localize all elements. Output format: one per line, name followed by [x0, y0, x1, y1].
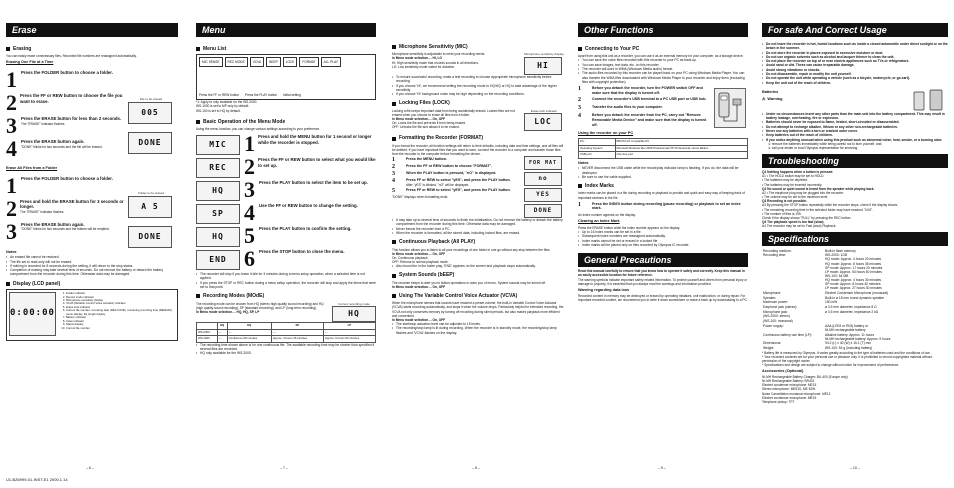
table-row: Operating System: Microsoft Windows Me/ 2000 Professional/ XP Professional, Home Edition	[579, 145, 748, 151]
lcd-format: DONE	[524, 204, 562, 218]
erase-all-step-2: 2 Press and hold the ERASE button for 3 seconds or longer. The "ERASE" indicator flashes.	[6, 195, 124, 221]
spec-label: Weight:	[763, 346, 775, 351]
erase-all-step-3: 3 Press the ERASE button again. "DONE" blinks for two seconds and the folders will be emptied.	[6, 218, 110, 244]
warning-step: ① remove the batteries immediately while being careful not to burn yourself, and;	[768, 141, 883, 146]
mic-path: In Menu mode selection.... HI, LO	[392, 56, 442, 61]
display-legend-item: 6. Current file number, recording date (REC DATE), remaining recording time (REMAIN), menu display, file length display	[66, 309, 175, 316]
spec-label: (WS-100: monaural)	[763, 319, 793, 324]
format-note: • Never format the recorder from a PC.	[392, 227, 564, 231]
pc-step-1: 1 Before you detach the recorder, turn the POWER switch OFF and make sure that the display is turned off.	[578, 86, 703, 95]
pc-step-3: 3 Transfer the audio files to your computer.	[578, 105, 663, 112]
rec-mode-note: • The recording time shown above is for one continuous file. The available recording time may be shorter than specified if several files are recorded.	[196, 343, 376, 352]
spec-label: Continuous battery use time (LP):	[763, 332, 813, 337]
section-basic-operation: Basic Operation of the Menu Mode	[196, 119, 376, 125]
spec-label: Dimensions:	[763, 341, 782, 346]
safety-bullet: • Avoid sand or dirt. These can cause irreparable damage.	[762, 63, 948, 67]
pc-env-table	[578, 138, 748, 158]
pc-bullet: • You can save the voice files recorded with this recorder to your PC as back-up.	[578, 58, 748, 62]
vcva-path: In Menu mode selection.... On, OFF	[392, 317, 446, 322]
beep-intro: The recorder beeps to alert you to button operations or warn you of errors. System sounds may be turned off.	[392, 280, 546, 285]
page-other-functions	[578, 14, 748, 474]
banner-specifications: Specifications	[762, 232, 948, 246]
section-index: Index Marks	[578, 183, 748, 189]
spec-label: Power supply:	[763, 323, 784, 328]
battery-illustration	[908, 88, 948, 112]
accessory-item: Electret condenser microphone: ME15	[762, 383, 817, 388]
spec-footnote: * Battery life is measured by Olympus. It varies greatly according to the type of batteries used and the conditions of use.	[762, 350, 931, 355]
erase-step-1: 1 Press the FOLDER button to choose a folder.	[6, 67, 113, 93]
format-note: • It may take up to several tens of seconds to finish the initialization. Do not remove the battery or detach the battery compartment from the recorder during this time. Otherwise data may be damaged.	[392, 218, 564, 227]
accessory-item: Noise Cancellation monaural microphone: ME12	[762, 391, 831, 396]
format-intro: If you format the recorder, all function settings will return to their defaults, including date and time settings, and all files will be deleted. If you have important files that you want to save, connect the recorder to a computer and transfer those files from the recorder to the computer before formatting the device.	[392, 143, 564, 156]
erase-note: • The file set to read-only will not be erased.	[6, 260, 178, 264]
menu-note: *1: Apply to only available for the WS-2000.	[196, 100, 258, 105]
usb-connection-illustration	[714, 88, 746, 128]
vcva-note: • The recording/stop lamp is lit during recording. When the recorder is in standby mode, the recording/stop lamp flashes and 'VCVA' flashes on the display.	[392, 326, 564, 335]
page-number: – 7 –	[280, 465, 288, 470]
table-row: WS-1000 — Continuous 68 minutes Approx. 4 hours 25 minutes Approx. 6 hours 50 minutes	[197, 336, 376, 342]
display-legend-item: 4. VCVA (Variable Control Voice Actuator) indicator	[66, 302, 175, 305]
battery-warning: • Never use any batteries with a torn or cracked outer cover.	[762, 129, 948, 133]
allplay-line: OFF: Returns to normal playback mode.	[392, 259, 449, 264]
footer-code: U1-BZ6999-01-INST-E1 2000.1.14	[6, 477, 68, 482]
rec-mode-path: In Menu mode selection.... HQ, HQ, SP, LP	[196, 309, 260, 314]
lcd-step: MIC	[196, 135, 240, 155]
accessory-item: Ni-MH Rechargeable Battery: BR401	[762, 379, 815, 384]
menu-step-1: 1 Press and hold the MENU button for 1 second or longer while the recorder is stopped.	[244, 131, 372, 157]
spec-label: Recording medium:	[763, 248, 792, 253]
pc-step-2: 2 Connect the recorder's USB terminal to a PC USB port or USB hub.	[578, 97, 707, 104]
erase-one-title: Erasing One File at a Time	[6, 60, 54, 65]
warning-icon: ⚠	[762, 96, 766, 101]
format-note: • When the recorder is formatted, all the stored data, including locked files, are erased.	[392, 231, 564, 235]
page-number: – 10 –	[850, 465, 860, 470]
legend-ff-rew: Press the FF or REW button	[199, 93, 240, 98]
lock-lcd-label: Erase lock indicator	[530, 108, 558, 113]
erase-note: • If nothing is recorded for 8 seconds during the setting, it will return to the stop status.	[6, 264, 178, 268]
pc-step-4: 4 Before you detach the recorder from the PC, carry out "Remove Removable Media Device" and make sure that the display is turned off.	[578, 113, 707, 127]
specs-table	[762, 248, 948, 350]
menu-item: LOCK	[283, 57, 298, 67]
pc-intro: Apart from using this unit as a recorder, you can use it as an external memory for your computer, as a storage device.	[578, 54, 744, 59]
vcva-note: • The start/stop actuation level can be adjusted to 15 levels.	[392, 322, 564, 326]
lcd-mic: HI	[524, 57, 562, 75]
spec-value: WS-2000: 1GB HQ mode: Approx. 4 hours 20 minutes HQ mode: Approx. 8 hours 35 minutes SP mode: Approx. 17 hours 20 minutes LP mode: Approx. 54 hours 60 minutes WS-100: 64 MB HQ mode: Approx. 4 hours 30 minutes SP mode: Approx. 8 hours 40 minutes LP mode: Approx. 27 hours 30 minutes	[825, 253, 883, 291]
basic-note: • The recorder will stop if you leave it idle for 3 minutes during a menu setup operation, when a selected item is not applied.	[196, 272, 376, 281]
section-lock: Locking Files (LOCK)	[392, 100, 564, 106]
battery-warning: • Do not attempt to recharge alkaline, lithium or any other non-rechargeable batteries.	[762, 125, 948, 129]
battery-warning: • Batteries should never be exposed to flame, heated, short-circuited or disassembled.	[762, 120, 948, 124]
spec-label: Microphone:	[763, 290, 782, 295]
allplay-line: On: Continuous playback.	[392, 255, 429, 260]
lcd-step: SP	[196, 204, 240, 224]
pc-notes-title: Notes	[578, 160, 589, 165]
accessory-item: Stereo microphone: ME51S, ME 52W	[762, 387, 816, 392]
section-marker	[6, 47, 10, 51]
legend-play: Press the PLAY button	[245, 93, 278, 98]
menu-item: ALL PLAY	[321, 57, 341, 67]
vcva-intro: When the microphone senses that sounds have reached a preset volume, the built-in Variable Control Voice Actuator (VCVA) starts recording automatically, and stops it when the volume drops. Particularly helpful for extended recording, the VCVA not only conserves memory by turning off recording during silent periods, but also makes playback more efficient and convenient.	[392, 301, 564, 318]
allplay-path: In Menu mode selection.... On, OFF	[392, 251, 446, 256]
section-rec-mode: Recording Modes (MOdE)	[196, 293, 376, 299]
rec-mode-intro: The recording mode can be chosen from HQ (stereo high quality sound recording) and HQ (high quality sound recording), SP (standard recording), and LP (long-term recording).	[196, 301, 324, 310]
spec-value: 150 mW	[825, 300, 838, 305]
spec-value: Built-in flash memory	[825, 248, 856, 253]
warning-step: ② call your dealer or local Olympus representative for servicing.	[768, 145, 859, 150]
lcd-c-label: Folder to be erased	[137, 190, 164, 195]
banner-general-precautions: General Precautions	[578, 253, 748, 267]
banner-other-functions: Other Functions	[578, 23, 748, 37]
banner-menu: Menu	[196, 23, 376, 37]
safety-bullet: • Do not leave the recorder in hot, humid locations such as inside a closed automobile under direct sunlight or on the beach in the summer.	[762, 42, 948, 51]
rec-mode-note: • HQ only available for the WS-2000.	[196, 351, 376, 355]
lcd-done: DONE	[128, 132, 172, 154]
lcd-folder-erase: A 5	[128, 196, 172, 218]
safety-bullet: • Do not disassemble, repair or modify the unit yourself.	[762, 72, 948, 76]
spec-value: ø 3.5 mm diameter, impedance 2 kΩ	[825, 309, 879, 314]
spec-value: AAA (LR03 or R03) battery or Ni-MH rechargeable battery	[825, 323, 869, 332]
index-note: • Subsequent index numbers are reassigned automatically.	[578, 234, 748, 238]
mic-note: • If you choose 'HI', we recommend setting the recording mode to HQ/HQ or HQ to take advantage of the higher sensitivity.	[392, 84, 564, 93]
safety-bullet: • Do not place the recorder on top of or near electric appliances such as TVs or refrigerators.	[762, 59, 948, 63]
lcd-rec-mode: HQ	[332, 306, 376, 322]
spec-label: Maximum power:	[763, 300, 789, 305]
lcd-a-label: File to be erased	[139, 97, 163, 102]
index-note: • Index marks cannot be set or erased in a locked file.	[578, 239, 748, 243]
page-number: – 6 –	[86, 465, 94, 470]
table-header: LP	[323, 323, 375, 329]
data-loss-title: Warning regarding data loss	[578, 287, 630, 292]
page-number: – 8 –	[472, 465, 480, 470]
qa-item: Q3 Recording is not possible. A3 By pressing the STOP button repeatedly while the recorder stops, check if the display shows: • The remaining recording time in the selected folder may have reached "0:00". • The number of files is 199. Check if the display shows "FULL" by pressing the REC button.	[762, 199, 898, 220]
rec-mode-table	[196, 322, 376, 342]
table-header: SP	[271, 323, 323, 329]
menu-step-2: 2 Press the FF or REW button to select what you would like to set up.	[244, 154, 376, 180]
accessories-title: Accessories (Optional)	[762, 369, 804, 374]
display-legend-item: 8. Index indicator	[66, 320, 175, 323]
table-row: PC: IBM PC/AT compatible PC	[579, 139, 748, 145]
spec-footnote: * Your recorded contents are for your personal use or pleasure only. It is prohibited to record copyrighted material without permission of the copyright owner.	[762, 354, 933, 363]
spec-value: WS-100: 54 g (including battery)	[825, 346, 873, 351]
table-header: HQ	[227, 323, 271, 329]
lcd-file-erase: 005	[128, 102, 172, 124]
menu-step-3: 3 Press the PLAY button to select the item to be set up.	[244, 177, 368, 203]
using-pc-title: Using the recorder on your PC	[578, 131, 634, 136]
general-lead: Read this manual carefully to ensure that you know how to operate it safely and correctly. Keep this manual in an easily accessible location for future reference.	[578, 269, 745, 278]
section-mic: Microphone Sensitivity (MIC)	[392, 44, 564, 50]
format-step-1: 1 Press the MENU button.	[392, 157, 447, 164]
safety-bullet: • Do not use organic solvents such as alcohol and lacquer thinner to clean the unit.	[762, 55, 948, 59]
pc-bullet: • The audio files recorded by this recorder can be played back on your PC using Windows Media Player. You can also transfer the WMA files downloaded with Windows Media Player to your recorder and enjoy them (excluding files with copyright protection).	[578, 71, 748, 84]
banner-safe-usage: For safe And Correct Usage	[762, 23, 948, 37]
data-loss-text: Recorded content in memory may be destroyed or erased by operating mistakes, unit malfunction, or during repair. For important recorded content, we recommend you to write it down somewhere or make a back up by downloading to a PC.	[578, 293, 748, 302]
menu-note: WS-100 is set to HQ by default.	[196, 108, 241, 113]
format-step-5: 5 Press FF or REW to select "yES", and press the PLAY button.	[392, 187, 511, 194]
lcd-done-2: DONE	[128, 226, 172, 248]
clear-index-text: Press the ERASE button while the index number appears on the display.	[578, 226, 681, 231]
spec-value: Electret Condenser Microphone (monaural)	[825, 290, 889, 295]
section-pc: Connecting to Your PC	[578, 46, 748, 52]
mic-line: LO: Low sensitivity mode suited for dictation.	[392, 64, 456, 69]
basic-intro: Using the menu function, you can change various settings according to your preference.	[196, 126, 321, 131]
display-legend-item: 2. Record mode indicator	[66, 296, 175, 299]
erase-step-3: 3 Press the ERASE button for less than 2 seconds. The "ERASE" indicator flashes.	[6, 113, 122, 139]
qa-item: Q2 No sound or quiet sound is heard from the speaker while playing back. A2 • The earphone plug may be plugged into the recorder. • The volume may be set to the minimum level.	[762, 186, 875, 200]
allplay-intro: This function allows you to listen to all your recordings of one folder in one go without any stop between the files.	[392, 247, 551, 252]
table-header: HQ	[217, 323, 227, 329]
section-erasing: Erasing	[6, 46, 178, 52]
pc-bullet: • The recorder will work in WMA (Windows Media audio) format.	[578, 67, 748, 71]
spec-label: (WS-2000: stereo)	[763, 314, 790, 319]
spec-row	[762, 253, 948, 291]
clear-index-title: Clearing an Index Mark	[578, 219, 620, 224]
section-vcva: Using The Variable Control Voice Actuator (VCVA)	[392, 293, 564, 299]
menu-note: WS-1000 is set to MP only by default.	[196, 104, 250, 109]
section-menu-list: Menu List	[196, 46, 376, 52]
erase-all-step-1: 1 Press the FOLDER button to choose a folder.	[6, 172, 113, 198]
erase-note: • Completion of erasing may take several tens of seconds. Do not remove the battery or detach the battery compartment from the recorder during this time. Otherwise data may be damaged.	[6, 268, 178, 277]
lcd-lock: LOC	[524, 113, 562, 131]
page-number: – 9 –	[658, 465, 666, 470]
index-intro: Index marks can be placed in a file during recording or playback to provide and quick and easy way of keeping track of important sections in the file.	[578, 191, 745, 200]
mic-note: • If you choose 'HI' background noise may be high depending on the recording conditions.	[392, 92, 564, 96]
menu-item: REC MODE	[225, 57, 248, 67]
page-menu	[196, 14, 376, 474]
lcd-format: FOR MAT	[524, 156, 562, 170]
menu-item: MIC SENSE	[199, 57, 223, 67]
spec-value: 94.2 (L) x 40 (W) x 15.1 (T) mm	[825, 341, 872, 346]
spec-label: Speaker:	[763, 295, 777, 300]
mic-lcd-label: Microphone sensitivity display	[524, 52, 564, 57]
menu-step-5: 5 Press the PLAY button to confirm the setting.	[244, 223, 352, 249]
safety-bullet: • Keep the unit out of the reach of children.	[762, 81, 948, 85]
general-line: The warning symbols indicate important safety related information. To protect yourself and others from personal injury or damage to property, it is essential that you always read the warnings and information provided.	[578, 277, 748, 286]
lcd-format: YES	[524, 188, 562, 202]
table-row: WS-2000 — — — —	[197, 329, 376, 335]
table-row: USB port: One free port	[579, 152, 748, 158]
lcd-step: HQ	[196, 227, 240, 247]
battery-warning: • If you notice anything unusual when using this product such as abnormal noise, heat, smoke, or a burning odor:	[762, 138, 948, 142]
erase-notes-title: Notes	[6, 249, 17, 254]
spec-label: Microphone jack:	[763, 309, 788, 314]
spec-footnote: * Specifications and design are subject to change without notice for improvement of performance.	[762, 362, 900, 367]
lock-line: OFF: Unlocks the file and allows it to be erased.	[392, 125, 460, 130]
page-safety	[762, 14, 948, 474]
format-after: "DONE" displays when formatting ends.	[392, 194, 449, 199]
qa-item: Q1 Nothing happens when a button is pressed. A1 • The HOLD switch may be set to HOLD. • The batteries may be depleted. • The batteries may be inserted incorrectly.	[762, 170, 834, 187]
index-step-1: 1 Press the INDEX button during recording (pause recording) or playback to set an index mark.	[578, 201, 741, 211]
page-menu-cont	[392, 14, 564, 474]
spec-value: Alkaline battery: Approx. 11 hours Ni-MH rechargeable battery: Approx. 9 hours	[825, 332, 891, 341]
safety-bullet: • Do not operate the unit while operating a vehicle (such as a bicycle, motorcycle, or go-cart).	[762, 76, 948, 80]
index-after: An index number appears on the display.	[578, 213, 636, 218]
batteries-title: Batteries	[762, 89, 779, 94]
accessory-item: Ni-MH Rechargeable Battery Charger: BU-400 (Europe only)	[762, 374, 848, 379]
safety-bullet: • Do not store the recorder in places exposed to excessive moisture or dust.	[762, 51, 948, 55]
section-display: Display (LCD panel)	[6, 281, 178, 287]
spec-row	[762, 332, 948, 341]
warning-label: ⚠ Warning	[762, 96, 783, 101]
spec-value: ø 3.5 mm diameter, impedance 8 Ω	[825, 304, 877, 309]
legend-initial: Initial setting	[283, 93, 301, 98]
mic-note: • To ensure successful recording, make a test recording to choose appropriate microphone sensitivity before recording.	[392, 75, 564, 84]
section-allplay: Continuous Playback (All PLAY)	[392, 239, 564, 245]
banner-troubleshooting: Troubleshooting	[762, 154, 948, 168]
erase-step-2: 2 Press the FF or REW button to choose the file you want to erase.	[6, 90, 123, 116]
lcd-format: no	[524, 172, 562, 186]
battery-warning: • Under no circumstances insert any other parts than the main unit into the battery compartment. This may result in battery leakage, overheating, fire or explosion.	[762, 112, 948, 121]
page-erase	[6, 14, 178, 474]
pc-note: • Be sure to use the cable supplied.	[578, 175, 748, 179]
allplay-note: • Also found the in the folder play, 'END' appears on the screen and playback stops automatically.	[392, 264, 564, 268]
rec-mode-lcd-label: Current recording mode	[338, 301, 370, 306]
erase-all-title: Erase All Files from a Folder	[6, 166, 58, 171]
display-legend-item: 1. Folder indicator	[66, 292, 175, 295]
menu-item: FORMAT	[299, 57, 318, 67]
spec-label: Earphone jack (stereo):	[763, 304, 798, 309]
banner-erase: Erase	[6, 23, 178, 37]
menu-step-6: 6 Press the STOP button to close the menu.	[244, 246, 345, 272]
lcd-panel-diagram: 0:00:00	[9, 292, 56, 336]
mic-intro: Microphone sensitivity is adjustable to meet your recording needs.	[392, 52, 486, 57]
index-note: • Up to 16 index marks can be set in a file.	[578, 230, 748, 234]
display-legend-item: 3. Microphone sensitivity display	[66, 299, 175, 302]
lock-intro: Locking a file keeps important data from being accidentally erased. Locked files are not erased when you choose to erase all files from a folder.	[392, 108, 515, 117]
spec-row	[762, 323, 948, 332]
pc-bullet: • You can save images, text data, etc. on this recorder.	[578, 63, 748, 67]
lcd-step: REC	[196, 158, 240, 178]
lcd-step: END	[196, 250, 240, 270]
section-format: Formatting the Recorder (FORMAT)	[392, 135, 564, 141]
battery-warning: • Keep batteries out of the reach of children.	[762, 133, 948, 137]
basic-note: • If you press the STOP or REC button during a menu setup operation, the recorder will stop and apply the items that were set to that point.	[196, 281, 376, 290]
display-legend-item: 5. Erase lock indicator	[66, 306, 175, 309]
display-legend-item: 9. Status display	[66, 323, 175, 326]
qa-item: Q4 The playback speed is too fast (slow). A4 The recorder may be set to Fast (slow) Playback.	[762, 219, 837, 229]
menu-step-4: 4 Use the FF or REW button to change the setting.	[244, 200, 358, 226]
section-beep: System Sounds (bEEP)	[392, 272, 564, 278]
display-legend-item: 7. Battery indicator	[66, 316, 175, 319]
index-note: • Index marks will be placed only on files recorded by Olympus IC recorder.	[578, 243, 748, 247]
mic-line: HI: High sensitivity mode that records sounds in all directions.	[392, 60, 479, 65]
pc-note: • NEVER disconnect the USB cable while the record/play indicator lamp is flashing. If you do, the data will be destroyed.	[578, 166, 748, 175]
accessory-item: Telephone pickup: TP7	[762, 399, 795, 404]
lock-path: In Menu mode selection.... On, OFF	[392, 116, 446, 121]
erasing-intro: You can easily erase unnecessary files. Recorded file numbers are reassigned automatically.	[6, 54, 137, 59]
format-step-2: 2 Press the FF or REW button to choose "FORMAT".	[392, 164, 493, 171]
format-step-3: 3 When the PLAY button is pressed, "nO" is displayed.	[392, 171, 497, 178]
lock-line: On: Locks the file and prevents it from being erased.	[392, 121, 466, 126]
accessory-item: Electret condenser microphone: ME15	[762, 395, 817, 400]
spec-label: Recording time:	[763, 253, 787, 258]
display-legend-item: 10. Current file number	[66, 327, 175, 330]
spec-value: Built-in ø 18 mm round dynamic speaker	[825, 295, 885, 300]
erase-step-4: 4 Press the ERASE button again. "DONE" blinks for two seconds and the file will be erased.	[6, 136, 103, 162]
safety-bullet: • Avoid strong vibrations or shocks.	[762, 68, 948, 72]
menu-item: VCVA	[250, 57, 264, 67]
menu-item: BEEP	[266, 57, 281, 67]
format-step-4: 4 Press FF or REW to select "yES", and press the PLAY button. After "yES" is blinked, "nO" will be displayed.	[392, 178, 511, 187]
erase-note: • An erased file cannot be restored.	[6, 255, 178, 259]
lcd-step: HQ	[196, 181, 240, 201]
beep-path: In Menu mode selection.... On, OFF	[392, 284, 446, 289]
menu-list-diagram	[196, 54, 376, 100]
